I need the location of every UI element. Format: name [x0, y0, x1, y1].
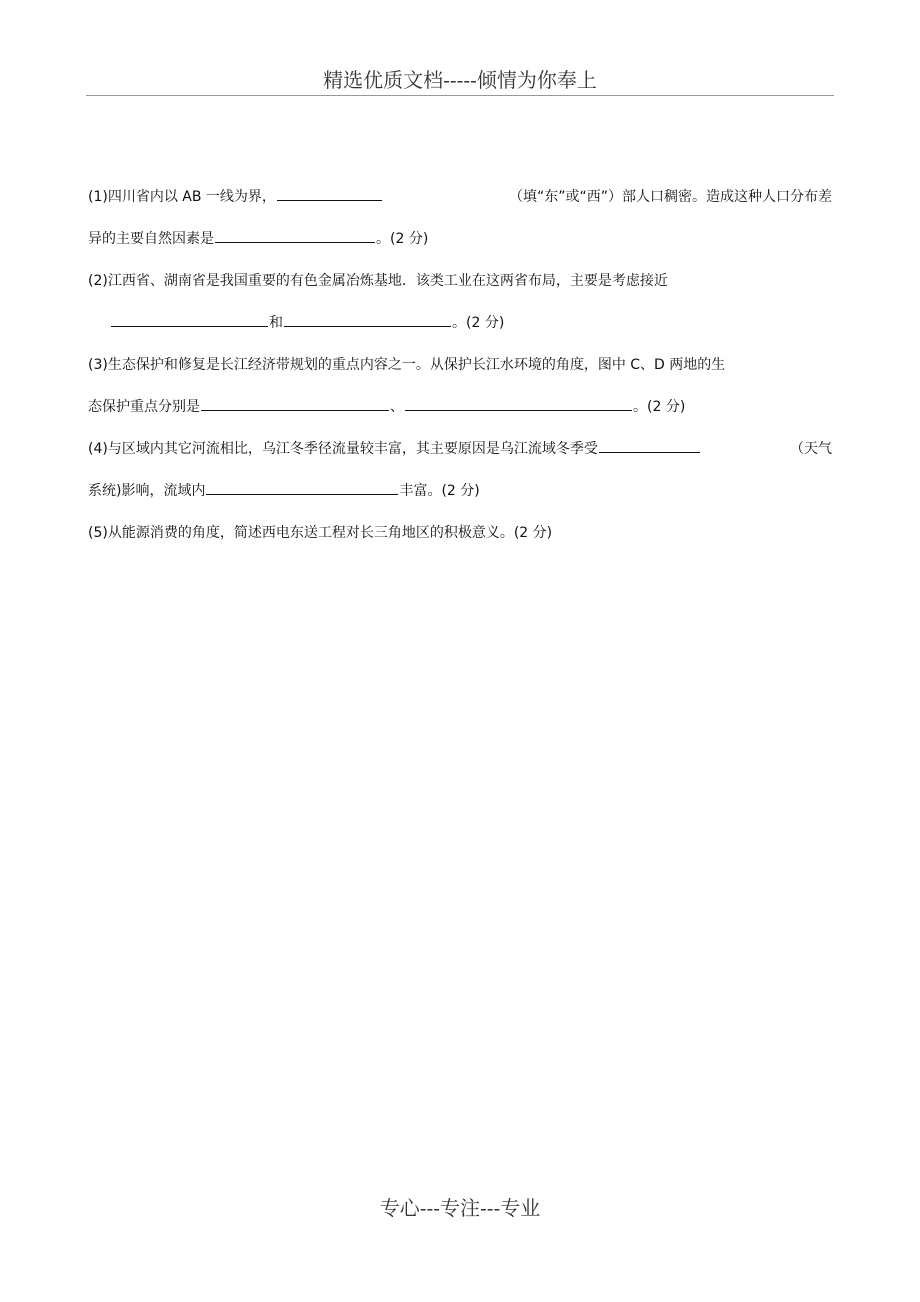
- question-5-line-1: [88, 512, 836, 554]
- question-3-prompt: (3)生态保护和修复是长江经济带规划的重点内容之一。从保护长江水环境的角度，图中 C、D 两地的生: [88, 357, 726, 373]
- question-2-blank-1[interactable]: [111, 312, 268, 327]
- question-1-line-2: [88, 218, 836, 260]
- question-4-blank-resource[interactable]: [206, 480, 398, 495]
- page-header-title: 精选优质文档-----倾情为你奉上: [323, 68, 597, 92]
- question-list: [88, 176, 836, 554]
- question-3-prompt-2: 态保护重点分别是: [88, 399, 200, 415]
- question-1-text-a: [88, 176, 417, 218]
- question-2-blank-2[interactable]: [284, 312, 451, 327]
- header-divider: [86, 95, 834, 96]
- question-1-prompt-2: 异的主要自然因素是: [88, 231, 214, 247]
- question-4-blank-weather[interactable]: [599, 438, 700, 453]
- question-4-line-2: [88, 470, 836, 512]
- question-1-blank-direction[interactable]: [277, 186, 382, 201]
- question-2-line-1: [88, 260, 836, 302]
- question-4-line-1: [88, 428, 832, 470]
- question-3-line-2: [88, 386, 836, 428]
- question-1-blank-factor[interactable]: [215, 228, 375, 243]
- question-2-score: 。(2 分): [452, 315, 505, 331]
- question-1-text-b: （填“东”或“西”）部人口稠密。造成这种人口分布差: [508, 189, 832, 205]
- question-4-text-a: [88, 428, 701, 470]
- question-1-line-1: [88, 176, 832, 218]
- question-5-prompt: (5)从能源消费的角度，简述西电东送工程对长三角地区的积极意义。(2 分): [88, 525, 553, 541]
- question-2-prompt: (2)江西省、湖南省是我国重要的有色金属冶炼基地．该类工业在这两省布局，主要是考虑接近: [88, 273, 668, 289]
- question-2-connector: 和: [269, 315, 283, 331]
- question-4-text-b: （天气: [790, 441, 832, 457]
- question-3-blank-d[interactable]: [405, 396, 632, 411]
- question-3-score: 。(2 分): [633, 399, 686, 415]
- question-1-score: 。(2 分): [376, 231, 429, 247]
- question-3-line-1: [88, 344, 836, 386]
- question-4-prompt-2: 系统)影响，流域内: [88, 483, 206, 499]
- page-footer-text: 专心---专注---专业: [379, 1196, 541, 1220]
- question-2-line-2: [88, 302, 836, 344]
- question-3-blank-c[interactable]: [201, 396, 389, 411]
- question-3-separator: 、: [390, 399, 404, 415]
- question-4-score: 丰富。(2 分): [399, 483, 480, 499]
- question-4-prompt: (4)与区域内其它河流相比，乌江冬季径流量较丰富，其主要原因是乌江流域冬季受: [88, 441, 598, 457]
- question-1-prompt: (1)四川省内以 AB 一线为界，: [88, 189, 276, 205]
